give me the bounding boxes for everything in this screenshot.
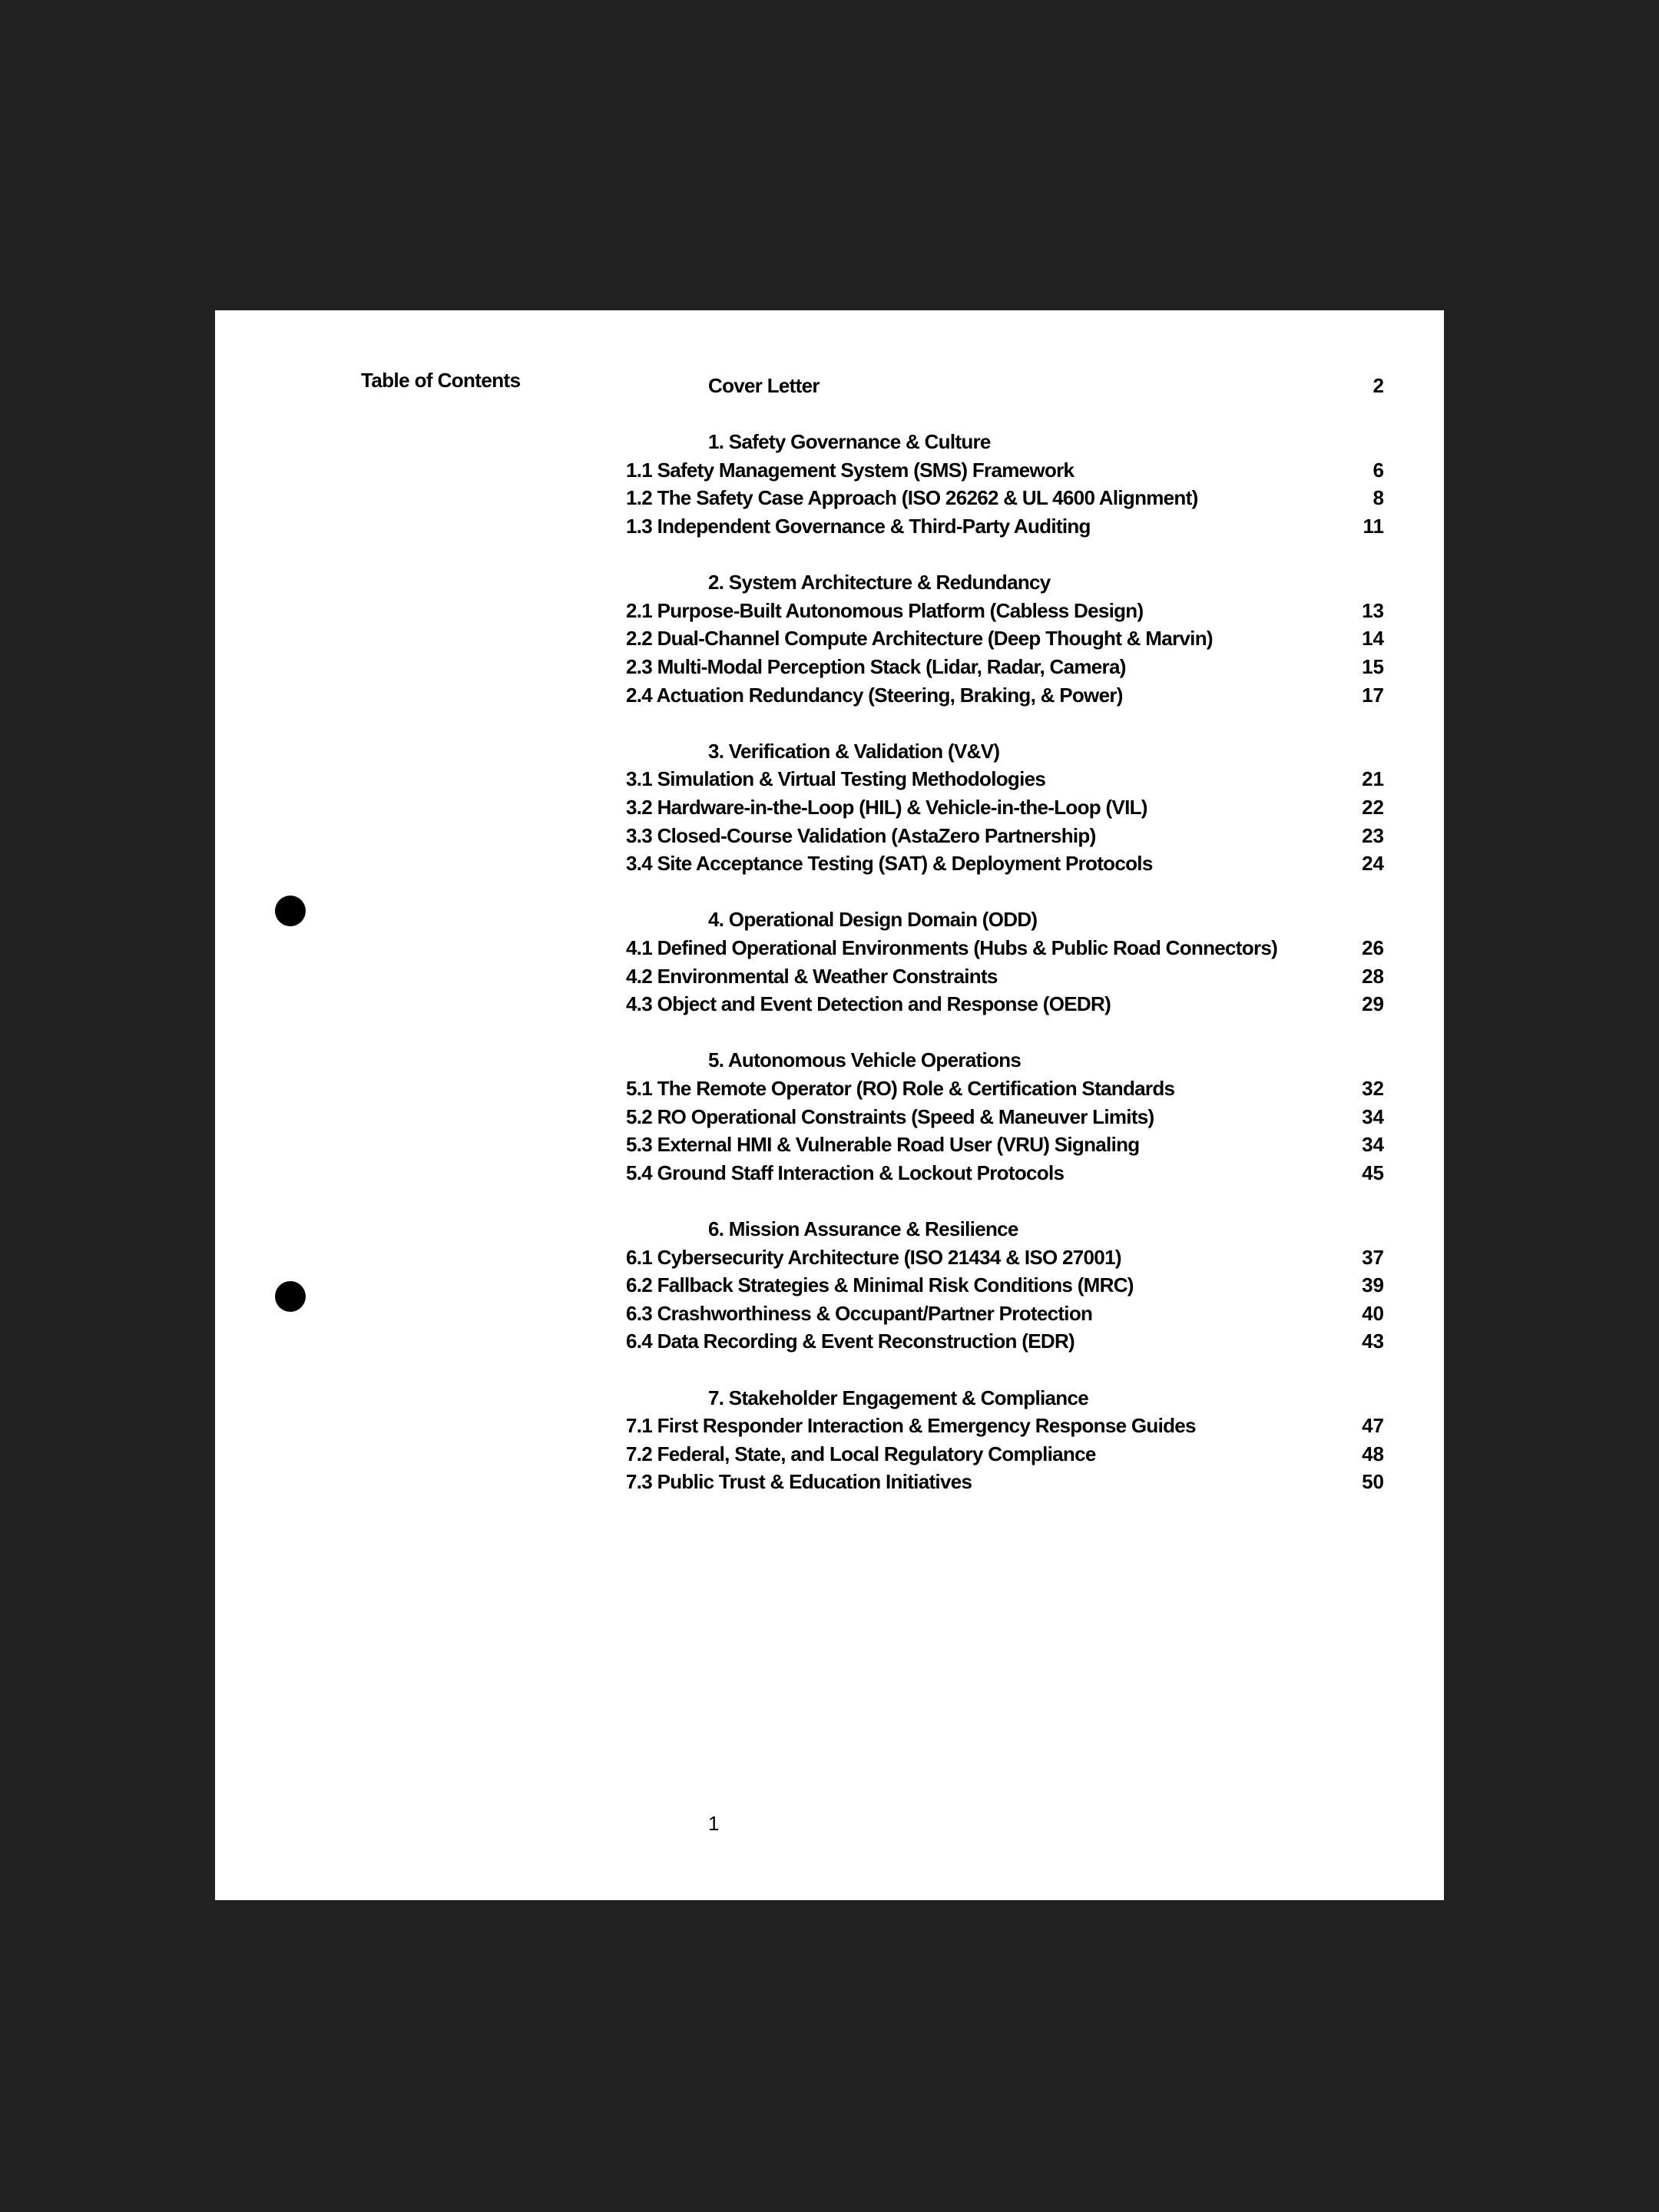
- toc-page-number: 15: [1362, 655, 1384, 678]
- toc-page-number: 14: [1362, 627, 1384, 651]
- binder-hole: [275, 896, 306, 926]
- toc-entry-title: 6.4 Data Recording & Event Reconstruction (EDR): [626, 1330, 1075, 1353]
- toc-entry-title: 7.3 Public Trust & Education Initiatives: [626, 1470, 972, 1494]
- toc-entry-title: 7.2 Federal, State, and Local Regulatory Compliance: [626, 1442, 1096, 1465]
- toc-entry-title: 1.3 Independent Governance & Third-Party Auditing: [626, 515, 1091, 538]
- toc-page-number: 47: [1362, 1414, 1384, 1438]
- toc-entry-title: 3.1 Simulation & Virtual Testing Methodologies: [626, 767, 1046, 791]
- toc-entry-title: 6.3 Crashworthiness & Occupant/Partner Protection: [626, 1301, 1093, 1325]
- toc-entry-title: 2.3 Multi-Modal Perception Stack (Lidar, Radar, Camera): [626, 655, 1126, 678]
- toc-page-number: 13: [1362, 598, 1384, 622]
- toc-page-number: 23: [1362, 823, 1384, 847]
- toc-page-number: 48: [1362, 1442, 1384, 1465]
- toc-entry-title: 2.2 Dual-Channel Compute Architecture (Deep Thought & Marvin): [626, 627, 1213, 651]
- toc-entry-title: 5.2 RO Operational Constraints (Speed & Maneuver Limits): [626, 1104, 1154, 1128]
- toc-page-number: 28: [1362, 964, 1384, 988]
- toc-heading: Table of Contents: [361, 369, 521, 392]
- toc-page-number: 40: [1362, 1301, 1384, 1325]
- toc-cover-title: Cover Letter: [708, 374, 820, 397]
- toc-section-title: 6. Mission Assurance & Resilience: [708, 1217, 1018, 1240]
- toc-section-title: 1. Safety Governance & Culture: [708, 430, 991, 454]
- page-number: 1: [708, 1812, 720, 1835]
- toc-entry-title: 7.1 First Responder Interaction & Emergency Response Guides: [626, 1414, 1196, 1438]
- toc-page-number: 24: [1362, 852, 1384, 876]
- toc-entry-title: 1.2 The Safety Case Approach (ISO 26262 & UL 4600 Alignment): [626, 486, 1198, 510]
- toc-page-number: 22: [1362, 796, 1384, 819]
- toc-entry-title: 5.4 Ground Staff Interaction & Lockout Protocols: [626, 1161, 1065, 1184]
- toc-page-number: 43: [1362, 1330, 1384, 1353]
- toc-page-number: 17: [1362, 683, 1384, 707]
- toc-page-number: 29: [1362, 992, 1384, 1016]
- toc-page-number: 26: [1362, 936, 1384, 959]
- toc-page-number: 21: [1362, 767, 1384, 791]
- binder-hole: [275, 1281, 306, 1312]
- document-page: [215, 310, 1444, 1900]
- toc-page-number: 8: [1373, 486, 1384, 510]
- toc-section-title: 5. Autonomous Vehicle Operations: [708, 1048, 1022, 1072]
- toc-entry-title: 6.1 Cybersecurity Architecture (ISO 21434 & ISO 27001): [626, 1245, 1121, 1269]
- toc-entry-title: 4.2 Environmental & Weather Constraints: [626, 964, 998, 988]
- toc-section-title: 3. Verification & Validation (V&V): [708, 739, 1000, 763]
- toc-page-number: 34: [1362, 1133, 1384, 1157]
- toc-page-number: 11: [1363, 515, 1384, 538]
- toc-entry-title: 4.3 Object and Event Detection and Response (OEDR): [626, 992, 1111, 1016]
- toc-entry-title: 3.4 Site Acceptance Testing (SAT) & Deployment Protocols: [626, 852, 1153, 876]
- toc-entry-title: 6.2 Fallback Strategies & Minimal Risk Conditions (MRC): [626, 1273, 1134, 1297]
- toc-page-number: 6: [1373, 458, 1384, 482]
- toc-page-number: 50: [1362, 1470, 1384, 1494]
- toc-page-number: 32: [1362, 1077, 1384, 1100]
- toc-entry-title: 1.1 Safety Management System (SMS) Framework: [626, 458, 1075, 482]
- toc-page-number: 37: [1362, 1245, 1384, 1269]
- toc-section-title: 2. System Architecture & Redundancy: [708, 571, 1051, 594]
- toc-entry-title: 3.2 Hardware-in-the-Loop (HIL) & Vehicle-in-the-Loop (VIL): [626, 796, 1147, 819]
- toc-section-title: 7. Stakeholder Engagement & Compliance: [708, 1386, 1088, 1409]
- toc-section-title: 4. Operational Design Domain (ODD): [708, 908, 1038, 932]
- toc-entry-title: 2.4 Actuation Redundancy (Steering, Braking, & Power): [626, 683, 1123, 707]
- toc-entry-title: 4.1 Defined Operational Environments (Hubs & Public Road Connectors): [626, 936, 1278, 959]
- toc-entry-title: 3.3 Closed-Course Validation (AstaZero Partnership): [626, 823, 1096, 847]
- toc-entry-title: 5.3 External HMI & Vulnerable Road User (VRU) Signaling: [626, 1133, 1140, 1157]
- toc-page-number: 45: [1362, 1161, 1384, 1184]
- toc-entry-title: 5.1 The Remote Operator (RO) Role & Certification Standards: [626, 1077, 1175, 1100]
- toc-page-number: 2: [1373, 374, 1384, 397]
- toc-page-number: 39: [1362, 1273, 1384, 1297]
- toc-entry-title: 2.1 Purpose-Built Autonomous Platform (Cabless Design): [626, 598, 1144, 622]
- toc-page-number: 34: [1362, 1104, 1384, 1128]
